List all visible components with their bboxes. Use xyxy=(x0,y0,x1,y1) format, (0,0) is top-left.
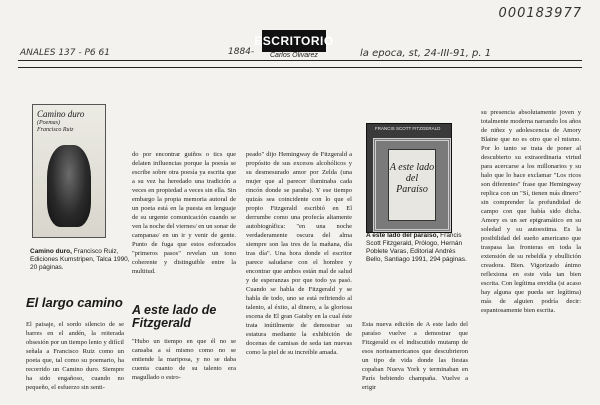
archive-date-note: la epoca, st, 24-III-91, p. 1 xyxy=(360,48,492,59)
cover-title: Camino duro xyxy=(37,109,85,119)
headline-largo-camino: El largo camino xyxy=(26,295,123,310)
second-rule xyxy=(18,67,582,68)
ornamental-border xyxy=(373,138,451,232)
caption-title: A este lado del paraíso, xyxy=(366,232,439,239)
author-portrait xyxy=(47,145,91,227)
article-column-2-bottom: "Hubo un tiempo en que él no se cansaba a sí mismo como no se entiende la mariposa, y no se daba cuenta cuanto de su talento era magullado o estro- xyxy=(132,338,236,381)
article-column-2-top: do por encontrar guiños o tics que delaten influencias porque la poesía se escribe sobre otra poesía ya escrita que a su vez ha heredado una tradición a veces en propiedad a veces sin ella. Sin embargo la propia memoria autoral de un poeta está en la puesta en lenguaje de su urgente comunicación cuando se ven la noche del viernes/ en un sonar de campanas/ en un ir y venir de gente. Punto de fuga que estos esforzados "primeros pasos" revelan un tono coherente y distinguible entre la multitud. xyxy=(132,151,236,275)
article-column-4: Esta nueva edición de A este lado del paraíso vuelve a demostrar que Fitzgerald es el indiscutido mutamp de esos norteamericanos que descubrieron un tipo de vida donde las fiestas copaban Nueva York y terminaban en París bebiendo champaña. Vuelve a erigir xyxy=(362,321,468,391)
headline-fitzgerald: A este lado de Fitzgerald xyxy=(132,303,217,331)
archive-code: 000183977 xyxy=(498,6,582,21)
archive-year: 1884- xyxy=(228,47,255,57)
book-cover-paraiso xyxy=(366,123,452,233)
cover-title: A este lado del Paraíso xyxy=(388,149,436,221)
caption-details: Francis Scott Fitzgerald, Prólogo, Hernán Poblete Varas, Editorial Andrés Bello, Santiago 1991, 294 páginas. xyxy=(366,232,467,263)
top-rule xyxy=(18,60,582,61)
book1-caption xyxy=(30,248,130,272)
caption-details: Francisco Ruiz, Ediciones Kumstripen, Talca 1990, 20 páginas. xyxy=(30,248,130,271)
article-column-3: peado" dijo Hemingway de Fitzgerald a propósito de sus excesos alcohólicos y su desmesurado amor por Zelda (una mujer que al parecer iluminaba cada rincón donde se paraba). Y ese tiempo quizás sea coincidente con lo que el propio Fitzgerald escribió en El derrumbe como una profecía altamente autobiográfica: "en una noche verdaderamente oscura del alma siempre son las tres de la mañana, día tras día". Una hora donde el escritor parece saludarse con el hombre y encontrar que ambos están mal de salud y de esperanzas por que todo ya pasó. Cuando se habla de Fitzgerald y se habla de todo, uno se está refiriendo al talento, al éxito, al dinero, a la gloriosa escena de El gran Gatsby en la cual éste trata inútilmente de demostrar su estatura mediante la exhibición de docenas de camisas de seda tan nuevas como la piel de su increíble amada. xyxy=(246,151,352,356)
section-masthead: ESCRITORIO xyxy=(262,30,326,52)
book-cover-camino-duro xyxy=(32,104,106,238)
article-column-1: El paisaje, el sordo silencio de se barres en el andén, la reiterada obsesión por un tiempo lento y difícil señala a Francisco Ruiz como un poeta que, tal como su poemario, ha recorrido un Camino duro. Siempre ha sido engañoso, cuando no pequeño, el esfuerzo sin senti- xyxy=(26,321,124,391)
archive-reference: ANALES 137 - P6 61 xyxy=(20,48,110,58)
cover-subtitle: (Poemas) xyxy=(37,120,60,126)
book2-caption xyxy=(366,232,470,264)
article-column-5: su presencia absolutamente joven y totalmente moderna narrando los años de niñez y adolescencia de Amory Blaine que no es otro que el mismo. Por lo tanto se trata de poner al descubierto su extraordinaria virtud para acercarse a los millonarios y su halo que lo hace exclamar "Los ricos son diferentes" frase que Hemingway replica con un "Sí, tienen más dinero" sin comprender la profundidad de campo con que había sido dicha. Amory es un ser epigramático en su soledad y su autoestima. Es la posibilidad del sueño americano que traspasa las fronteras en toda la extensión de su rebeldía y ebullición creadora. Bien. Vigorizado ánimo reflexiona en este vida tan bien escrita. Con legítima envidia (si acaso hay alguna que pueda ser legítima) más de alguien podría decir: espantosamente bien escrita. xyxy=(481,109,581,314)
cover-author: Francisco Ruiz xyxy=(37,127,74,133)
caption-title: Camino duro, xyxy=(30,248,72,255)
cover-author: FRANCIS SCOTT FITZGERALD xyxy=(375,126,441,131)
column-author: Carlos Olivarez xyxy=(270,52,318,59)
